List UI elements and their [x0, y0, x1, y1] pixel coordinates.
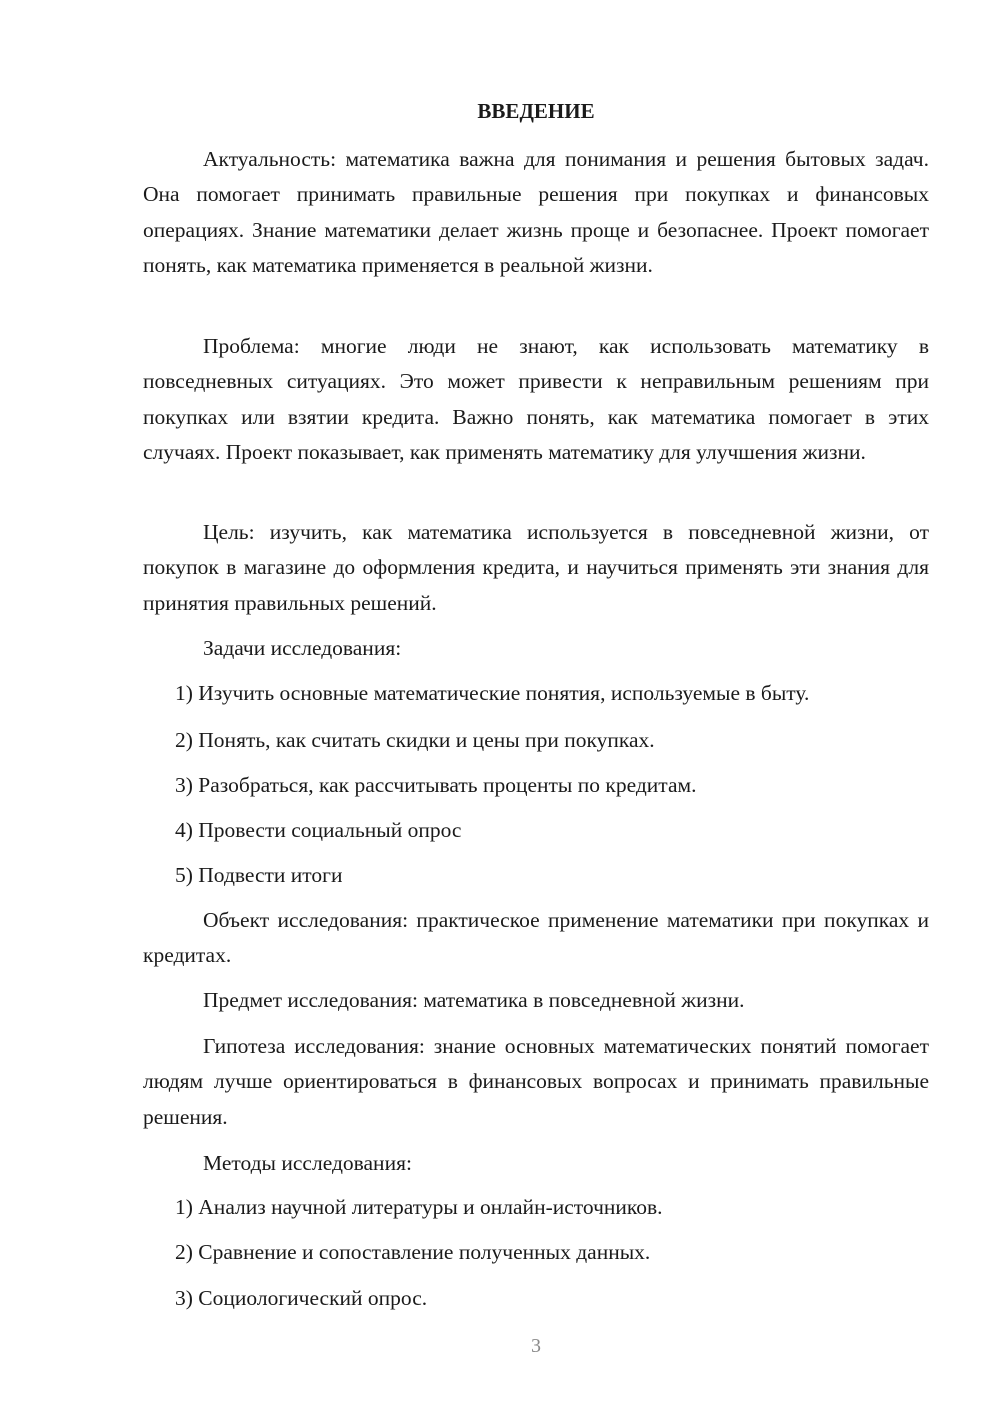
task-item: 1) Изучить основные математические понятия, используемые в быту.: [175, 681, 810, 705]
method-item: 3) Социологический опрос.: [175, 1286, 428, 1310]
section-title: ВВЕДЕНИЕ: [477, 99, 595, 123]
page-number: 3: [531, 1335, 541, 1357]
object-paragraph: Объект исследования: практическое применение математики при покупках и кредитах.: [143, 908, 929, 968]
task-item: 4) Провести социальный опрос: [175, 818, 462, 842]
hypothesis-paragraph: Гипотеза исследования: знание основных математических понятий помогает людям лучше ориентироваться в финансовых вопросах и принимать правильные решения.: [143, 1034, 929, 1129]
tasks-label: Задачи исследования:: [203, 636, 402, 660]
task-item: 2) Понять, как считать скидки и цены при покупках.: [175, 728, 655, 752]
subject-paragraph: Предмет исследования: математика в повседневной жизни.: [203, 988, 745, 1012]
relevance-paragraph: Актуальность: математика важна для понимания и решения бытовых задач. Она помогает принимать правильные решения при покупках и финансовых операциях. Знание математики делает жизнь проще и безопаснее. Проект помогает понять, как математика применяется в реальной жизни.: [143, 147, 929, 277]
goal-paragraph: Цель: изучить, как математика используется в повседневной жизни, от покупок в магазине до оформления кредита, и научиться применять эти знания для принятия правильных решений.: [143, 520, 929, 615]
task-item: 5) Подвести итоги: [175, 863, 343, 887]
task-item: 3) Разобраться, как рассчитывать проценты по кредитам.: [175, 773, 697, 797]
problem-paragraph: Проблема: многие люди не знают, как использовать математику в повседневных ситуациях. Это может привести к неправильным решениям при покупках или взятии кредита. Важно понять, как математика помогает в этих случаях. Проект показывает, как применять математику для улучшения жизни.: [143, 334, 929, 464]
methods-label: Методы исследования:: [203, 1151, 412, 1175]
method-item: 2) Сравнение и сопоставление полученных данных.: [175, 1240, 651, 1264]
method-item: 1) Анализ научной литературы и онлайн-источников.: [175, 1195, 663, 1219]
